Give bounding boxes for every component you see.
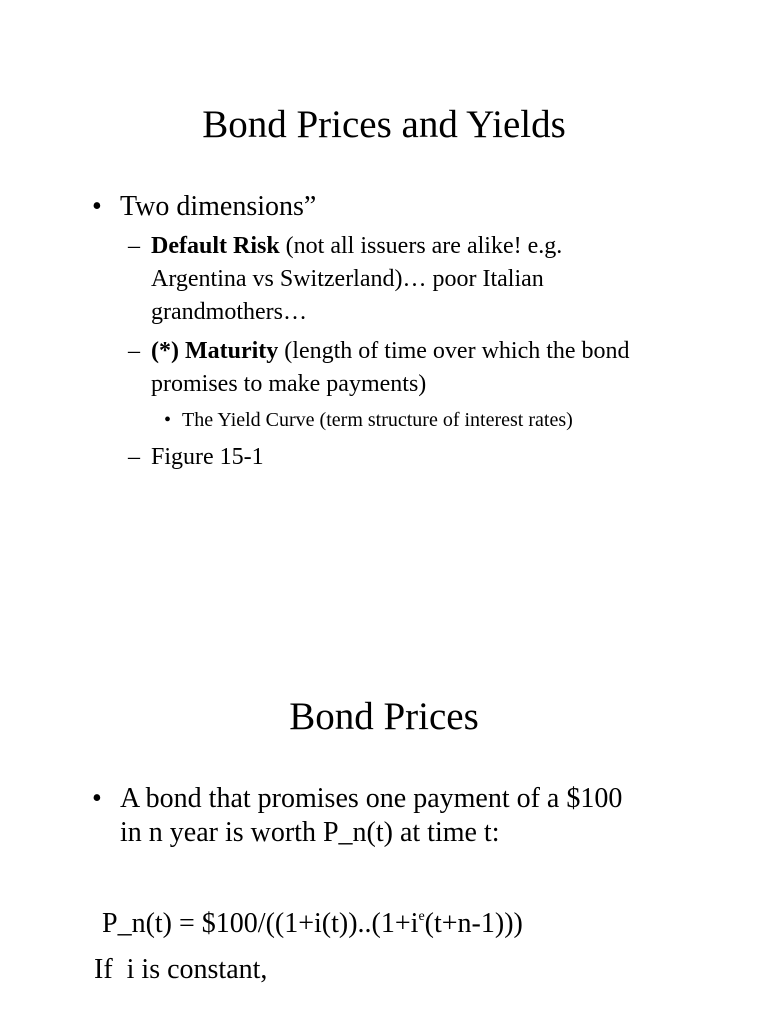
equation-part-1: P_n(t) = $100/((1+i(t))..(1+i — [102, 908, 419, 939]
default-risk-term: Default Risk — [151, 233, 280, 259]
bullet-marker: • — [164, 409, 172, 431]
dash-marker: – — [128, 233, 140, 259]
sub-sub-bullet-yield-curve — [164, 407, 664, 433]
slide-title-bond-prices-and-yields: Bond Prices and Yields — [202, 103, 566, 146]
maturity-description: (length of time over which the bond promises to make payments) — [151, 338, 630, 397]
sub-bullet-maturity — [128, 335, 648, 401]
bullet-marker: • — [92, 783, 102, 814]
sub-bullet-text: Figure 15-1 — [151, 444, 264, 470]
dash-marker: – — [128, 338, 140, 364]
bullet-marker: • — [92, 191, 102, 222]
bond-price-equation — [102, 907, 523, 941]
sub-sub-bullet-text: The Yield Curve (term structure of interest rates) — [182, 409, 573, 431]
maturity-term: (*) Maturity — [151, 338, 279, 364]
default-risk-description: (not all issuers are alike! e.g. Argentina vs Switzerland)… poor Italian grandmothers… — [151, 233, 563, 325]
sub-bullet-figure — [128, 441, 648, 474]
sub-bullet-text — [151, 335, 648, 401]
equation-superscript: e — [418, 909, 425, 924]
dash-marker: – — [128, 444, 140, 470]
bullet-text: A bond that promises one payment of a $100 in n year is worth P_n(t) at time t: — [120, 783, 623, 848]
bullet-bond-payment — [92, 782, 632, 850]
slide-title-bond-prices: Bond Prices — [289, 695, 479, 738]
equation-part-2: (t+n-1))) — [424, 908, 523, 939]
bullet-text: Two dimensions” — [120, 191, 317, 222]
bullet-two-dimensions — [92, 190, 652, 224]
sub-bullet-default-risk — [128, 230, 648, 329]
sub-bullet-text — [151, 230, 648, 329]
constant-rate-line: If i is constant, — [94, 954, 268, 985]
